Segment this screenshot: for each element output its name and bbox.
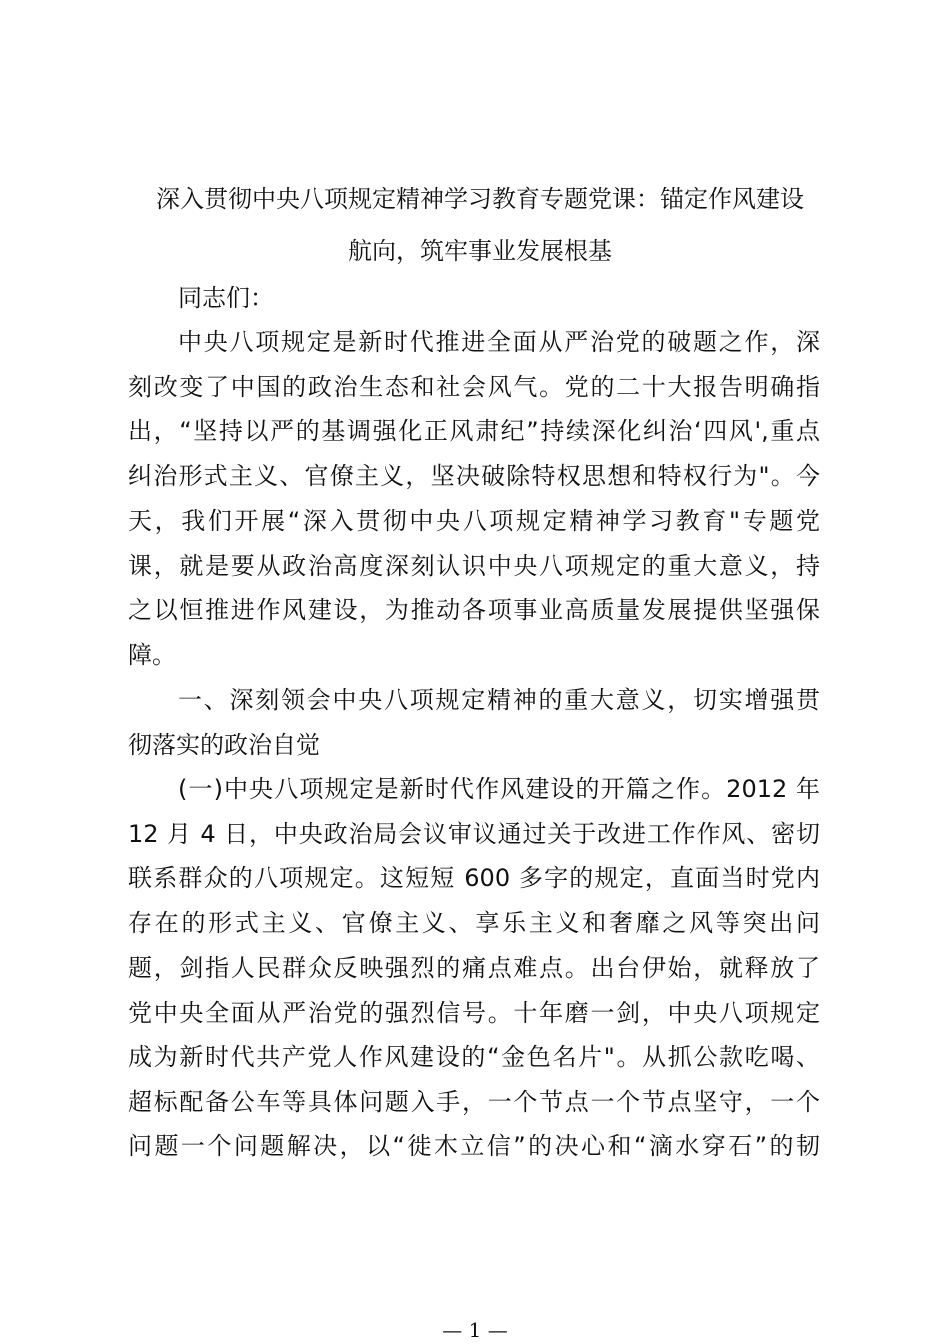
paragraph-1-line: 障。 bbox=[128, 641, 176, 669]
paragraph-1-line: 中央八项规定是新时代推进全面从严治党的破题之作，深 bbox=[178, 328, 820, 356]
paragraph-1-line: 课，就是要从政治高度深刻认识中央八项规定的重大意义，持 bbox=[128, 552, 820, 580]
paragraph-2-line: 超标配备公车等具体问题入手，一个节点一个节点坚守，一个 bbox=[128, 1088, 820, 1116]
document-title-line-1: 深入贯彻中央八项规定精神学习教育专题党课：锚定作风建设 bbox=[156, 185, 804, 213]
paragraph-1-line: 天，我们开展“深入贯彻中央八项规定精神学习教育"专题党 bbox=[128, 507, 820, 535]
paragraph-2-line: 题，剑指人民群众反映强烈的痛点难点。出台伊始，就释放了 bbox=[128, 954, 820, 982]
paragraph-2-line: 联系群众的八项规定。这短短 600 多字的规定，直面当时党内 bbox=[128, 864, 820, 892]
paragraph-1-line: 之以恒推进作风建设，为推动各项事业高质量发展提供坚强保 bbox=[128, 596, 820, 624]
paragraph-2-line: 存在的形式主义、官僚主义、享乐主义和奢靡之风等突出问 bbox=[128, 909, 820, 937]
paragraph-2-line: 12 月 4 日，中央政治局会议审议通过关于改进工作作风、密切 bbox=[128, 820, 820, 848]
paragraph-2-line: 成为新时代共产党人作风建设的“金色名片"。从抓公款吃喝、 bbox=[128, 1043, 820, 1071]
section-1-heading-line: 彻落实的政治自觉 bbox=[128, 731, 320, 759]
section-1-heading-line: 一、深刻领会中央八项规定精神的重大意义，切实增强贯 bbox=[178, 686, 820, 714]
paragraph-1-line: 出，“坚持以严的基调强化正风肃纪”持续深化纠治‘四风',重点 bbox=[128, 417, 820, 445]
document-title-line-2: 航向，筑牢事业发展根基 bbox=[348, 237, 612, 265]
paragraph-2-line: (一)中央八项规定是新时代作风建设的开篇之作。2012 年 bbox=[178, 775, 820, 803]
page-number: — 1 — bbox=[442, 1318, 508, 1342]
salutation: 同志们： bbox=[178, 284, 274, 312]
paragraph-1-line: 纠治形式主义、官僚主义，坚决破除特权思想和特权行为"。今 bbox=[128, 462, 820, 490]
paragraph-1-line: 刻改变了中国的政治生态和社会风气。党的二十大报告明确指 bbox=[128, 373, 820, 401]
paragraph-2-line: 问题一个问题解决，以“徙木立信”的决心和“滴水穿石”的韧 bbox=[128, 1132, 820, 1160]
paragraph-2-line: 党中央全面从严治党的强烈信号。十年磨一剑，中央八项规定 bbox=[128, 999, 820, 1027]
